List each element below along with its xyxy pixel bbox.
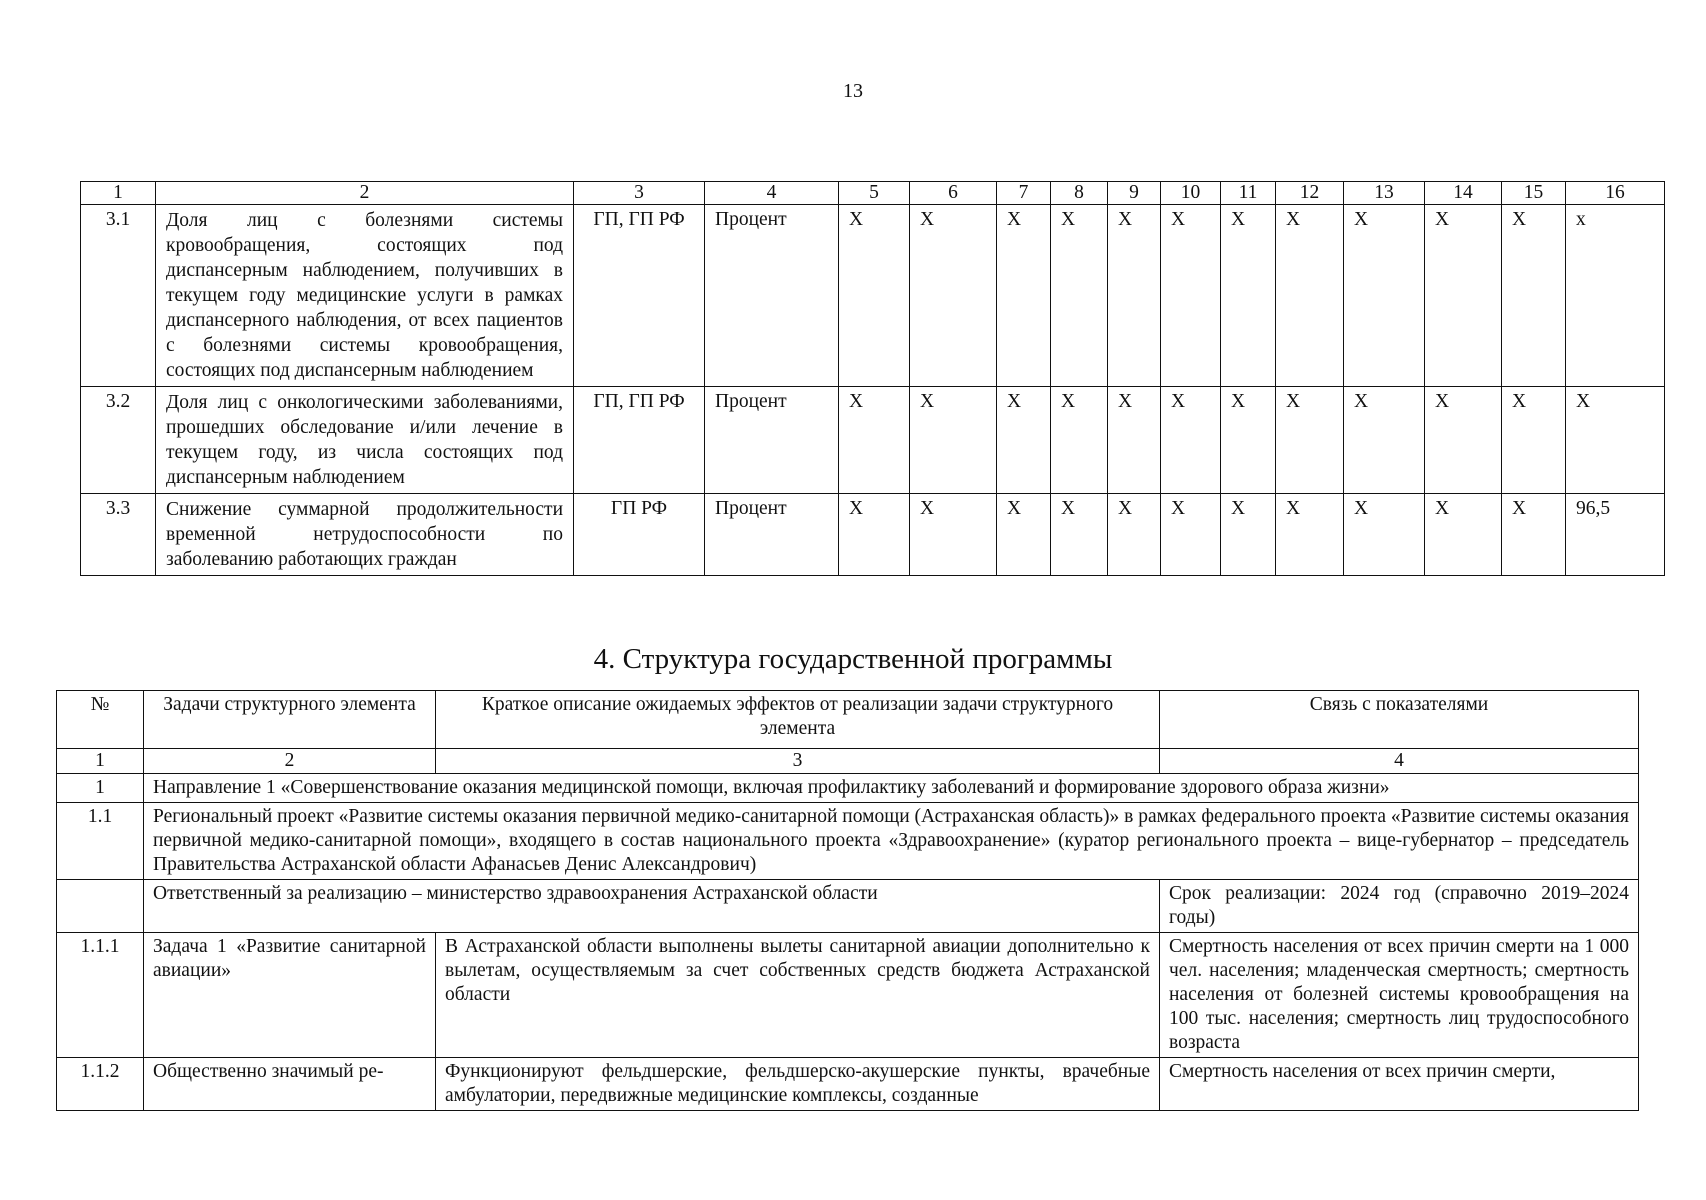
- indicator-value: X: [839, 387, 910, 494]
- indicator-value: X: [1425, 494, 1502, 576]
- task-indicator-link: Смертность населения от всех причин смерти,: [1160, 1058, 1639, 1111]
- indicator-value: X: [839, 205, 910, 387]
- direction-num: 1: [57, 774, 144, 803]
- structure-table: [56, 690, 1639, 1111]
- indicator-value: X: [1108, 387, 1161, 494]
- indicator-source: ГП РФ: [574, 494, 705, 576]
- indicator-value: X: [1161, 387, 1221, 494]
- indicator-source: ГП, ГП РФ: [574, 205, 705, 387]
- indicator-value: X: [997, 205, 1051, 387]
- column-number: 6: [910, 182, 997, 205]
- indicators-table: [80, 181, 1665, 576]
- header-effects: Краткое описание ожидаемых эффектов от реализации задачи структурного элемента: [436, 691, 1160, 749]
- column-number: 13: [1344, 182, 1425, 205]
- responsible-row: [57, 880, 1639, 933]
- indicator-value: X: [910, 494, 997, 576]
- project-text: Региональный проект «Развитие системы оказания первичной медико-санитарной помощи (Астраханская область)» в рамках федерального проекта «Развитие системы оказания первичной медико-санитарной помощи», входящего в состав национального проекта «Здравоохранение» (куратор регионального проекта – вице-губернатор – председатель Правительства Астраханской области Афанасьев Денис Александрович): [144, 803, 1639, 880]
- indicator-value: X: [910, 387, 997, 494]
- indicator-value: X: [1051, 387, 1108, 494]
- column-number: 3: [574, 182, 705, 205]
- indicator-unit: Процент: [705, 494, 839, 576]
- indicator-value: X: [997, 387, 1051, 494]
- indicator-value: X: [1161, 205, 1221, 387]
- empty-cell: [57, 880, 144, 933]
- implementation-term: Срок реализации: 2024 год (справочно 2019–2024 годы): [1160, 880, 1639, 933]
- structure-header-row: [57, 691, 1639, 749]
- task-indicator-link: Смертность населения от всех причин смерти на 1 000 чел. населения; младенческая смертность; смертность населения от болезней системы кровообращения на 100 тыс. населения; смертность лиц трудоспособного возраста: [1160, 933, 1639, 1058]
- indicator-value: X: [1221, 387, 1276, 494]
- direction-row: [57, 774, 1639, 803]
- project-row: [57, 803, 1639, 880]
- indicator-row: [81, 494, 1665, 576]
- indicator-value: X: [1425, 387, 1502, 494]
- indicator-description: Доля лиц с онкологическими заболеваниями, прошедших обследование и/или лечение в текущем году, из числа состоящих под диспансерным наблюдением: [156, 387, 574, 494]
- indicator-description: Доля лиц с болезнями системы кровообращения, состоящих под диспансерным наблюдением, получивших в текущем году медицинские услуги в рамках диспансерного наблюдения, от всех пациентов с болезнями системы кровообращения, состоящих под диспансерным наблюдением: [156, 205, 574, 387]
- section-title: 4. Структура государственной программы: [593, 643, 1113, 675]
- column-number: 11: [1221, 182, 1276, 205]
- indicator-value: X: [1344, 494, 1425, 576]
- column-number: 4: [705, 182, 839, 205]
- header-link: Связь с показателями: [1160, 691, 1639, 749]
- indicator-row: [81, 205, 1665, 387]
- project-num: 1.1: [57, 803, 144, 880]
- indicator-unit: Процент: [705, 387, 839, 494]
- page-number: 13: [843, 80, 863, 102]
- indicator-value: X: [1276, 387, 1344, 494]
- indicator-value: X: [1276, 205, 1344, 387]
- direction-text: Направление 1 «Совершенствование оказания медицинской помощи, включая профилактику заболеваний и формирование здорового образа жизни»: [144, 774, 1639, 803]
- task-row: [57, 933, 1639, 1058]
- indicator-description: Снижение суммарной продолжительности временной нетрудоспособности по заболеванию работающих граждан: [156, 494, 574, 576]
- indicator-value: X: [997, 494, 1051, 576]
- task-effect: В Астраханской области выполнены вылеты санитарной авиации дополнительно к вылетам, осуществляемым за счет собственных средств бюджета Астраханской области: [436, 933, 1160, 1058]
- column-number: 3: [436, 749, 1160, 774]
- column-number: 5: [839, 182, 910, 205]
- indicators-column-numbers-row: [81, 182, 1665, 205]
- indicator-value: X: [1425, 205, 1502, 387]
- task-effect: Функционируют фельдшерские, фельдшерско-акушерские пункты, врачебные амбулатории, передвижные медицинские комплексы, созданные: [436, 1058, 1160, 1111]
- column-number: 10: [1161, 182, 1221, 205]
- column-number: 15: [1502, 182, 1566, 205]
- task-num: 1.1.2: [57, 1058, 144, 1111]
- indicator-num: 3.1: [81, 205, 156, 387]
- indicator-value: x: [1566, 205, 1665, 387]
- indicator-row: [81, 387, 1665, 494]
- indicator-value: X: [1051, 205, 1108, 387]
- indicator-value: X: [1502, 205, 1566, 387]
- structure-column-numbers: [57, 749, 1639, 774]
- column-number: 2: [144, 749, 436, 774]
- column-number: 16: [1566, 182, 1665, 205]
- column-number: 1: [57, 749, 144, 774]
- indicator-value: X: [1276, 494, 1344, 576]
- indicator-num: 3.3: [81, 494, 156, 576]
- indicator-value: X: [1108, 494, 1161, 576]
- task-row: [57, 1058, 1639, 1111]
- indicator-value: X: [1566, 387, 1665, 494]
- column-number: 9: [1108, 182, 1161, 205]
- indicator-unit: Процент: [705, 205, 839, 387]
- column-number: 14: [1425, 182, 1502, 205]
- indicator-value: X: [1221, 494, 1276, 576]
- indicator-value: X: [1161, 494, 1221, 576]
- task-name: Общественно значимый ре-: [144, 1058, 436, 1111]
- indicator-source: ГП, ГП РФ: [574, 387, 705, 494]
- column-number: 2: [156, 182, 574, 205]
- indicator-value: X: [1502, 387, 1566, 494]
- indicator-value: X: [1344, 205, 1425, 387]
- column-number: 7: [997, 182, 1051, 205]
- indicator-value: X: [910, 205, 997, 387]
- header-num: №: [57, 691, 144, 749]
- indicator-value: X: [1344, 387, 1425, 494]
- column-number: 12: [1276, 182, 1344, 205]
- indicator-value: 96,5: [1566, 494, 1665, 576]
- indicator-value: X: [839, 494, 910, 576]
- indicator-value: X: [1108, 205, 1161, 387]
- indicator-num: 3.2: [81, 387, 156, 494]
- header-tasks: Задачи структурного элемента: [144, 691, 436, 749]
- task-num: 1.1.1: [57, 933, 144, 1058]
- task-name: Задача 1 «Развитие санитарной авиации»: [144, 933, 436, 1058]
- indicator-value: X: [1221, 205, 1276, 387]
- indicator-value: X: [1502, 494, 1566, 576]
- indicator-value: X: [1051, 494, 1108, 576]
- column-number: 1: [81, 182, 156, 205]
- column-number: 8: [1051, 182, 1108, 205]
- column-number: 4: [1160, 749, 1639, 774]
- responsible-text: Ответственный за реализацию – министерство здравоохранения Астраханской области: [144, 880, 1160, 933]
